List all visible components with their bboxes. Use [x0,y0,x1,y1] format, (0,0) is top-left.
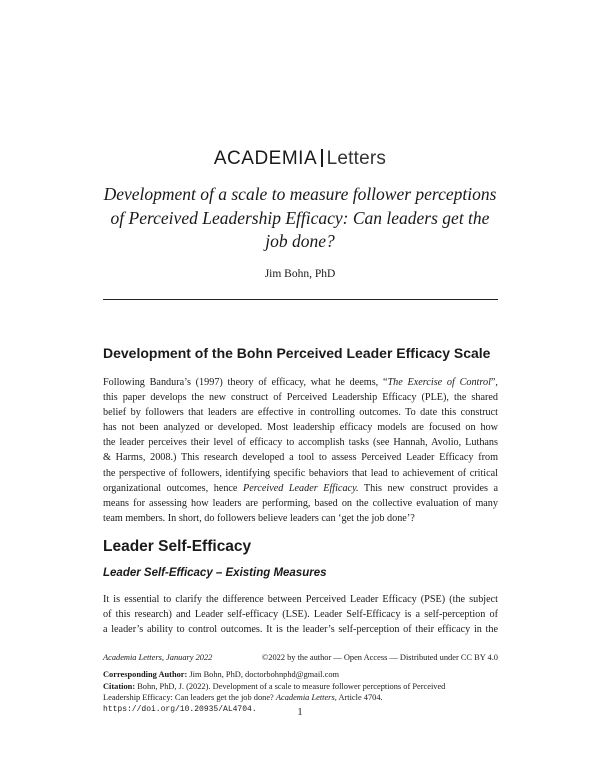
author-name: Jim Bohn, PhD [264,268,336,280]
journal-masthead [0,148,600,170]
body-paragraph [103,375,498,526]
section-heading: Leader Self-Efficacy [103,538,252,555]
text-line: this paper develops the new construct of Perceived Leadership Efficacy (PLE), the shared [103,392,498,404]
title-divider [103,299,498,300]
footer-meta [103,652,498,664]
text-line: Following Bandura’s (1997) theory of efficacy, what he deems, “The Exercise of Control”, [103,377,498,388]
text-line: & Harms, 2008.) This research developed a tool to assess Perceived Leader Efficacy from [103,452,498,464]
journal-date: Academia Letters, January 2022 [103,653,213,662]
text-line: belief by followers that leaders are effective in controlling outcomes. To date this construct [103,407,498,419]
text-line: of this research) and Leader self-efficacy (LSE). Leader Self-Efficacy is a self-perception of [103,609,498,621]
text-line: a leader’s ability to control outcomes. It is the leader’s self-perception of their efficacy in the [103,624,498,636]
text-line: organizational outcomes, hence Perceived Leader Efficacy. This new construct provides a [103,482,498,494]
paper-title: Development of a scale to measure follower perceptions of Perceived Leadership Efficacy: Can leaders get the job done? [103,184,497,251]
corresponding-author: Corresponding Author: Jim Bohn, PhD, doctorbohnphd@gmail.com [103,670,340,679]
brand-name: ACADEMIA [213,148,318,169]
doi-link[interactable]: https://doi.org/10.20935/AL4704. [103,704,257,714]
brand-section: Letters [326,148,387,169]
subsection-heading: Leader Self-Efficacy – Existing Measures [103,567,327,579]
citation-line: Citation: Bohn, PhD, J. (2022). Development of a scale to measure follower perceptions of Perceived [103,681,446,691]
masthead-divider [321,149,323,167]
text-line: It is essential to clarify the difference between Perceived Leader Efficacy (PSE) (the subject [103,594,498,605]
text-line: means for assessing how leaders are performing, based on the collective evaluation of many [103,497,498,509]
text-line: team members. In short, do followers believe leaders can ‘get the job done’? [103,512,415,524]
text-line: the perspective of followers, identifying specific behaviors that lead to achievement of critical [103,467,498,479]
citation-line: Leadership Efficacy: Can leaders get the job done? Academia Letters, Article 4704. [103,693,383,703]
license-note: ©2022 by the author — Open Access — Distributed under CC BY 4.0 [261,653,498,662]
text-line: the leader perceives their level of efficacy to accomplish tasks (see Hannah, Avolio, Luthans [103,437,498,449]
text-line: has not been analyzed or developed. Most leadership efficacy models are focused on how [103,422,498,434]
page-number: 1 [297,707,303,718]
section-heading: Development of the Bohn Perceived Leader Efficacy Scale [103,345,491,361]
body-paragraph [103,592,498,637]
